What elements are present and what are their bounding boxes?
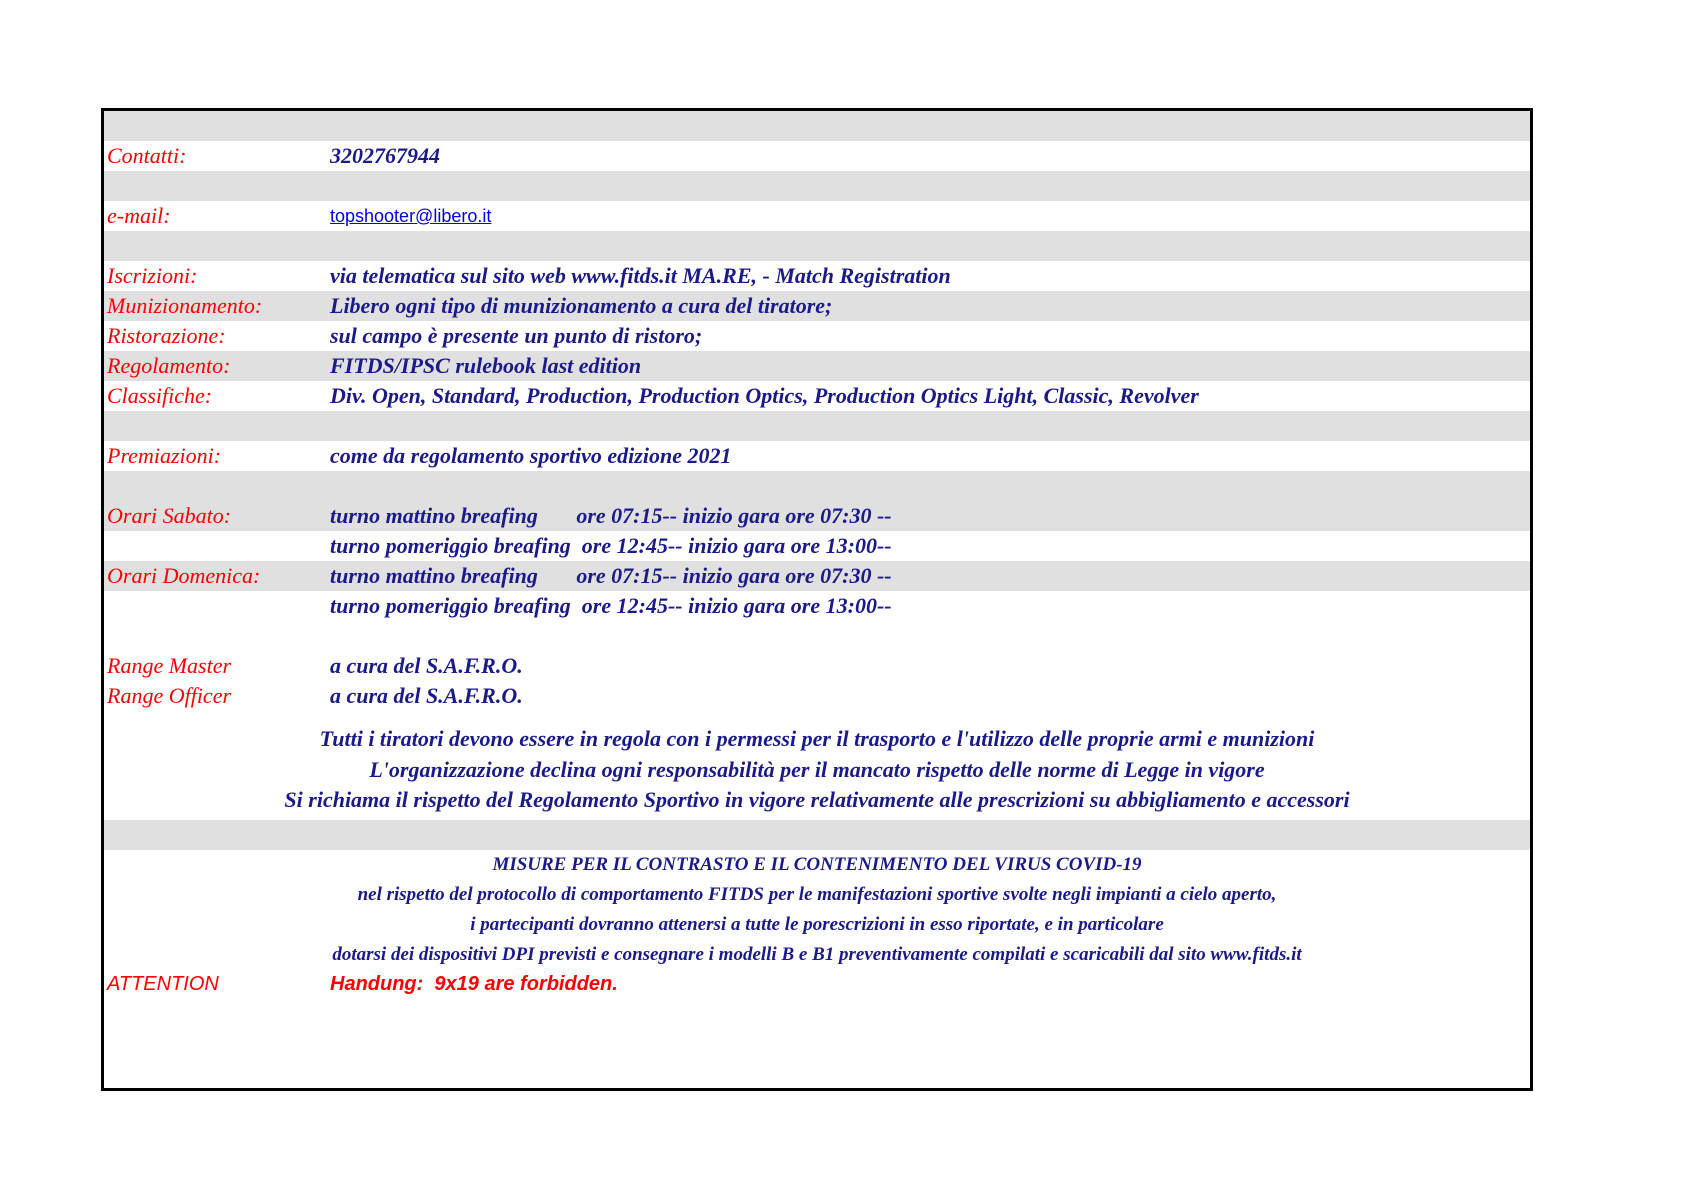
- row-orari-sabato: [104, 501, 1530, 531]
- spacer-band: [104, 111, 1530, 141]
- row-munizionamento: [104, 291, 1530, 321]
- covid-line-1: [104, 880, 1530, 910]
- munizionamento-label: Munizionamento:: [107, 293, 263, 318]
- covid-text-2: i partecipanti dovranno attenersi a tutte le porescrizioni in esso riportate, e in particolare: [470, 914, 1164, 935]
- domenica-morning-value: turno mattino breafing ore 07:15-- inizio gara ore 07:30 --: [330, 563, 892, 588]
- row-classifiche: [104, 381, 1530, 411]
- classifiche-value: Div. Open, Standard, Production, Production Optics, Production Optics Light, Classic, Revolver: [330, 383, 1199, 408]
- range-officer-label: Range Officer: [107, 683, 232, 708]
- rules-line-1: [104, 724, 1530, 754]
- regolamento-value: FITDS/IPSC rulebook last edition: [330, 353, 642, 378]
- rules-text-3: Si richiama il rispetto del Regolamento Sportivo in vigore relativamente alle prescrizioni su abbigliamento e accessori: [284, 787, 1350, 812]
- row-sabato-afternoon: [104, 531, 1530, 561]
- row-premiazioni: [104, 441, 1530, 471]
- munizionamento-value: Libero ogni tipo di munizionamento a cura del tiratore;: [330, 293, 833, 318]
- range-master-value: a cura del S.A.F.R.O.: [330, 653, 523, 678]
- email-label: e-mail:: [107, 203, 171, 228]
- contatti-value: 3202767944: [330, 143, 440, 168]
- row-attention: [104, 969, 1530, 999]
- row-orari-domenica: [104, 561, 1530, 591]
- orari-sabato-label: Orari Sabato:: [107, 503, 232, 528]
- iscrizioni-value: via telematica sul sito web www.fitds.it MA.RE, - Match Registration: [330, 263, 951, 288]
- ristorazione-label: Ristorazione:: [107, 323, 226, 348]
- row-domenica-afternoon: [104, 591, 1530, 621]
- sabato-afternoon-value: turno pomeriggio breafing ore 12:45-- inizio gara ore 13:00--: [330, 533, 892, 558]
- premiazioni-label: Premiazioni:: [107, 443, 222, 468]
- spacer-band: [104, 471, 1530, 501]
- row-range-officer: [104, 681, 1530, 711]
- premiazioni-value: come da regolamento sportivo edizione 2021: [330, 443, 732, 468]
- rules-line-3: [104, 785, 1530, 815]
- covid-line-2: [104, 910, 1530, 940]
- row-range-master: [104, 651, 1530, 681]
- orari-domenica-label: Orari Domenica:: [107, 563, 261, 588]
- classifiche-label: Classifiche:: [107, 383, 213, 408]
- regolamento-label: Regolamento:: [107, 353, 231, 378]
- range-master-label: Range Master: [107, 653, 232, 678]
- row-regolamento: [104, 351, 1530, 381]
- contatti-label: Contatti:: [107, 143, 187, 168]
- covid-line-3: [104, 940, 1530, 970]
- attention-label: ATTENTION: [107, 973, 219, 995]
- domenica-afternoon-value: turno pomeriggio breafing ore 12:45-- inizio gara ore 13:00--: [330, 593, 892, 618]
- attention-value: Handung: 9x19 are forbidden.: [330, 973, 618, 995]
- rules-line-2: [104, 755, 1530, 785]
- spacer-band: [104, 231, 1530, 261]
- row-contatti: [104, 141, 1530, 171]
- rules-text-2: L'organizzazione declina ogni responsabilità per il mancato rispetto delle norme di Legge in vigore: [369, 757, 1265, 782]
- row-email: [104, 201, 1530, 231]
- spacer-band: [104, 171, 1530, 201]
- covid-text-3: dotarsi dei dispositivi DPI previsti e consegnare i modelli B e B1 preventivamente compilati e scaricabili dal sito www.fitds.it: [332, 944, 1302, 965]
- spacer-band: [104, 820, 1530, 850]
- iscrizioni-label: Iscrizioni:: [107, 263, 198, 288]
- ristorazione-value: sul campo è presente un punto di ristoro;: [330, 323, 703, 348]
- email-link[interactable]: topshooter@libero.it: [330, 206, 492, 226]
- spacer-band: [104, 411, 1530, 441]
- row-ristorazione: [104, 321, 1530, 351]
- covid-text-1: nel rispetto del protocollo di comportamento FITDS per le manifestazioni sportive svolte negli impianti a cielo aperto,: [357, 884, 1277, 905]
- rules-text-1: Tutti i tiratori devono essere in regola con i permessi per il trasporto e l'utilizzo delle proprie armi e munizioni: [319, 726, 1315, 751]
- sabato-morning-value: turno mattino breafing ore 07:15-- inizio gara ore 07:30 --: [330, 503, 892, 528]
- covid-title-row: [104, 850, 1530, 880]
- covid-title: MISURE PER IL CONTRASTO E IL CONTENIMENTO DEL VIRUS COVID-19: [492, 854, 1142, 875]
- info-sheet-frame: [101, 108, 1533, 1091]
- range-officer-value: a cura del S.A.F.R.O.: [330, 683, 523, 708]
- row-iscrizioni: [104, 261, 1530, 291]
